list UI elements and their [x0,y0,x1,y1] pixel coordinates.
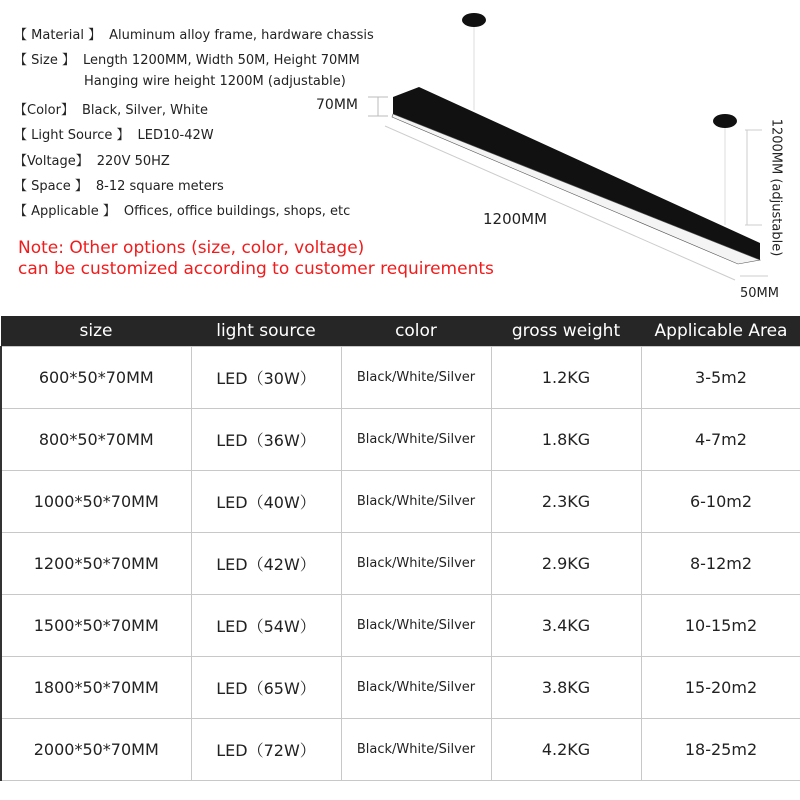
table-row [1,409,800,471]
spec-key: 【 Space 】 [14,179,88,194]
spec-value: Black, Silver, White [81,103,208,118]
table-cell: 4-7m2 [641,409,800,471]
column-header: color [341,316,491,347]
table-row [1,533,800,595]
length-dimension: 1200MM [483,210,548,228]
table-cell: LED（42W） [191,533,341,595]
table-cell: 3.4KG [491,595,641,657]
column-header: size [1,316,191,347]
spec-value: Hanging wire height 1200M (adjustable) [84,74,346,89]
table-cell: 1500*50*70MM [1,595,191,657]
table-cell: 800*50*70MM [1,409,191,471]
table-cell: 2.3KG [491,471,641,533]
spec-key: 【 Size 】 [14,53,75,68]
table-row [1,347,800,409]
table-cell: 1800*50*70MM [1,657,191,719]
table-cell: 15-20m2 [641,657,800,719]
column-header: Applicable Area [641,316,800,347]
table-cell: LED（36W） [191,409,341,471]
table-cell: LED（40W） [191,471,341,533]
table-cell: Black/White/Silver [341,719,491,781]
ceiling-mount-icon [713,114,737,128]
spec-table [0,316,800,781]
note-line-2: can be customized according to customer requirements [18,259,494,279]
table-cell: 10-15m2 [641,595,800,657]
table-cell: Black/White/Silver [341,657,491,719]
note-line-1: Note: Other options (size, color, voltage) [18,238,365,258]
table-cell: 2000*50*70MM [1,719,191,781]
table-cell: 1000*50*70MM [1,471,191,533]
spec-key: 【Voltage】 [14,154,89,169]
ceiling-mount-icon [462,13,486,27]
table-cell: 1.2KG [491,347,641,409]
table-cell: 4.2KG [491,719,641,781]
table-row [1,719,800,781]
table-cell: Black/White/Silver [341,409,491,471]
table-cell: Black/White/Silver [341,595,491,657]
table-row [1,471,800,533]
spec-key: 【Color】 [14,103,74,118]
column-header: light source [191,316,341,347]
table-row [1,657,800,719]
spec-value: LED10-42W [137,128,214,143]
table-row [1,595,800,657]
table-cell: Black/White/Silver [341,347,491,409]
table-cell: 3-5m2 [641,347,800,409]
table-cell: Black/White/Silver [341,533,491,595]
table-cell: 1.8KG [491,409,641,471]
table-cell: 18-25m2 [641,719,800,781]
table-cell: LED（72W） [191,719,341,781]
table-cell: 8-12m2 [641,533,800,595]
spec-value: Offices, office buildings, shops, etc [123,204,351,219]
width-dimension: 50MM [740,286,779,301]
spec-value: 220V 50HZ [96,154,170,169]
table-cell: 2.9KG [491,533,641,595]
table-cell: LED（30W） [191,347,341,409]
table-cell: LED（54W） [191,595,341,657]
table-cell: 600*50*70MM [1,347,191,409]
height-dimension: 70MM [316,97,358,113]
column-header: gross weight [491,316,641,347]
table-cell: 1200*50*70MM [1,533,191,595]
spec-value: Length 1200MM, Width 50M, Height 70MM [82,53,360,68]
spec-key: 【 Applicable 】 [14,204,116,219]
table-cell: 6-10m2 [641,471,800,533]
wire-dimension: 1200MM (adjustable) [768,118,784,257]
table-header [1,316,800,347]
table-cell: 3.8KG [491,657,641,719]
spec-key: 【 Light Source 】 [14,128,130,143]
spec-value: 8-12 square meters [95,179,224,194]
table-cell: LED（65W） [191,657,341,719]
table-cell: Black/White/Silver [341,471,491,533]
spec-key: 【 Material 】 [14,28,102,43]
lamp-body [393,87,760,260]
spec-value: Aluminum alloy frame, hardware chassis [109,28,374,43]
lamp-illustration [0,0,800,310]
